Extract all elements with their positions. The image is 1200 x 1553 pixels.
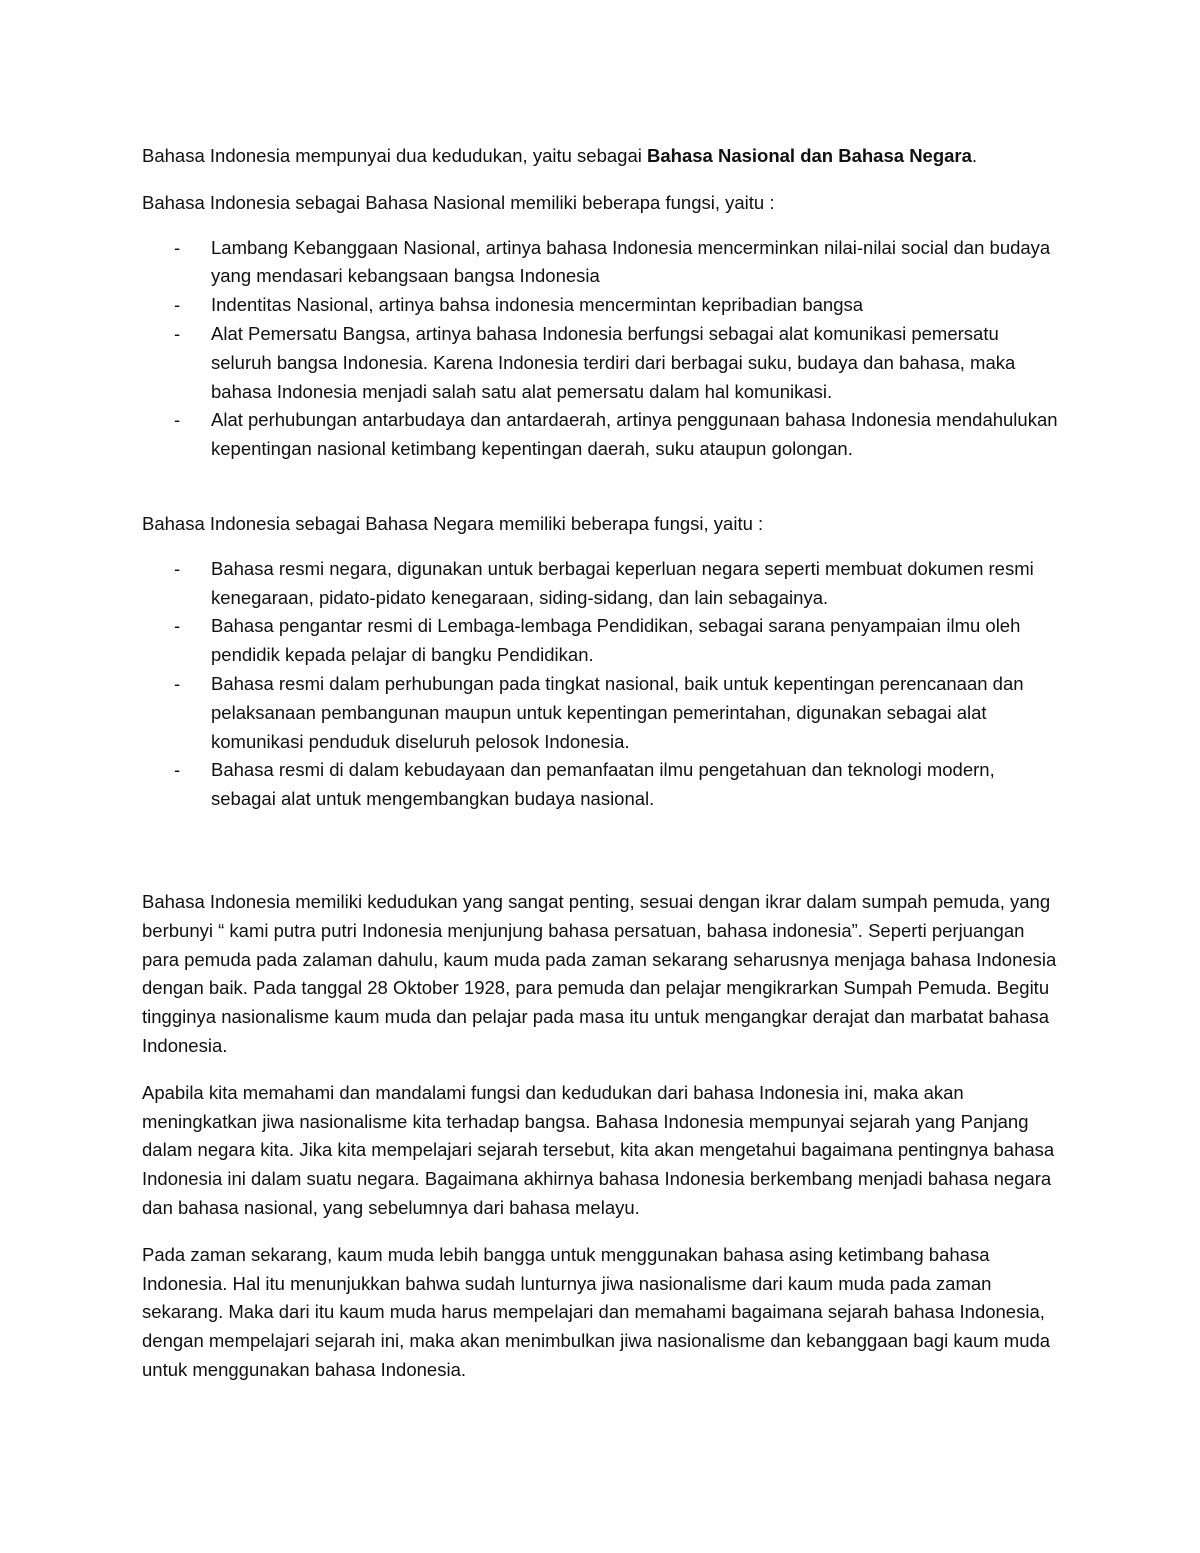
- negara-heading: Bahasa Indonesia sebagai Bahasa Negara memiliki beberapa fungsi, yaitu :: [142, 512, 764, 534]
- intro-bold-text: Bahasa Nasional dan Bahasa Negara: [647, 145, 972, 166]
- nasional-list: [142, 234, 1062, 464]
- list-item: [142, 234, 1062, 292]
- list-item-text: Bahasa pengantar resmi di Lembaga-lembaga Pendidikan, sebagai sarana penyampaian ilmu oleh pendidik kepada pelajar di bangku Pendidikan.: [211, 615, 1021, 666]
- list-item-text: Indentitas Nasional, artinya bahsa indonesia mencermintan kepribadian bangsa: [211, 294, 864, 316]
- intro-period: .: [971, 145, 978, 166]
- list-item: [142, 555, 1062, 613]
- list-item-text: Bahasa resmi di dalam kebudayaan dan pemanfaatan ilmu pengetahuan dan teknologi modern, sebagai alat untuk mengembangkan budaya nasional.: [211, 759, 995, 810]
- dash-bullet: -: [174, 236, 181, 258]
- dash-bullet: -: [174, 615, 181, 637]
- body-paragraph: Apabila kita memahami dan mandalami fungsi dan kedudukan dari bahasa Indonesia ini, maka akan meningkatkan jiwa nasionalisme kita terhadap bangsa. Bahasa Indonesia mempunyai sejarah yang Panjang dalam negara kita. Jika kita mempelajari sejarah tersebut, kita akan mengetahui bagaimana pentingnya bahasa Indonesia ini dalam suatu negara. Bagaimana akhirnya bahasa Indonesia berkembang menjadi bahasa negara dan bahasa nasional, yang sebelumnya dari bahasa melayu.: [142, 1081, 1055, 1218]
- list-item: [142, 670, 1062, 756]
- dash-bullet: -: [174, 557, 181, 579]
- list-item-text: Alat perhubungan antarbudaya dan antardaerah, artinya penggunaan bahasa Indonesia mendahulukan kepentingan nasional ketimbang kepentingan daerah, suku ataupun golongan.: [211, 409, 1058, 460]
- list-item-text: Bahasa resmi dalam perhubungan pada tingkat nasional, baik untuk kepentingan perencanaan dan pelaksanaan pembangunan maupun untuk kepentingan pemerintahan, digunakan sebagai alat komunikasi penduduk diseluruh pelosok Indonesia.: [211, 672, 1024, 752]
- list-item-text: Alat Pemersatu Bangsa, artinya bahasa Indonesia berfungsi sebagai alat komunikasi pemersatu seluruh bangsa Indonesia. Karena Indonesia terdiri dari berbagai suku, budaya dan bahasa, maka bahasa Indonesia menjadi salah satu alat pemersatu dalam hal komunikasi.: [211, 322, 1016, 402]
- spacer: [142, 814, 1062, 888]
- negara-list: [142, 555, 1062, 814]
- list-item: [142, 406, 1062, 464]
- dash-bullet: -: [174, 759, 181, 781]
- nasional-heading: Bahasa Indonesia sebagai Bahasa Nasional memiliki beberapa fungsi, yaitu :: [142, 191, 775, 213]
- document-body: [142, 142, 1062, 1403]
- body-paragraph: Bahasa Indonesia memiliki kedudukan yang sangat penting, sesuai dengan ikrar dalam sumpah pemuda, yang berbunyi “ kami putra putri Indonesia menjunjung bahasa persatuan, bahasa indonesia”. Seperti perjuangan para pemuda pada zalaman dahulu, kaum muda pada zaman sekarang seharusnya menjaga bahasa Indonesia dengan baik. Pada tanggal 28 Oktober 1928, para pemuda dan pelajar mengikrarkan Sumpah Pemuda. Begitu tingginya nasionalisme kaum muda dan pelajar pada masa itu untuk mengangkar derajat dan marbatat bahasa Indonesia.: [142, 890, 1057, 1056]
- list-item-text: Bahasa resmi negara, digunakan untuk berbagai keperluan negara seperti membuat dokumen resmi kenegaraan, pidato-pidato kenegaraan, siding-sidang, dan lain sebagainya.: [211, 557, 1034, 608]
- dash-bullet: -: [174, 672, 181, 694]
- list-item: [142, 320, 1062, 406]
- spacer: [142, 464, 1062, 510]
- body-paragraph: Pada zaman sekarang, kaum muda lebih bangga untuk menggunakan bahasa asing ketimbang bahasa Indonesia. Hal itu menunjukkan bahwa sudah lunturnya jiwa nasionalisme dari kaum muda pada zaman sekarang. Maka dari itu kaum muda harus mempelajari dan memahami bagaimana sejarah bahasa Indonesia, dengan mempelajari sejarah ini, maka akan menimbulkan jiwa nasionalisme dan kebanggaan bagi kaum muda untuk menggunakan bahasa Indonesia.: [142, 1243, 1051, 1380]
- dash-bullet: -: [174, 322, 181, 344]
- intro-text: Bahasa Indonesia mempunyai dua kedudukan, yaitu sebagai: [142, 145, 647, 166]
- dash-bullet: -: [174, 409, 181, 431]
- list-item-text: Lambang Kebanggaan Nasional, artinya bahasa Indonesia mencerminkan nilai-nilai social dan budaya yang mendasari kebangsaan bangsa Indonesia: [211, 236, 1051, 287]
- intro-paragraph: [142, 142, 1062, 171]
- list-item: [142, 612, 1062, 670]
- list-item: [142, 291, 1062, 320]
- dash-bullet: -: [174, 294, 181, 316]
- list-item: [142, 756, 1062, 814]
